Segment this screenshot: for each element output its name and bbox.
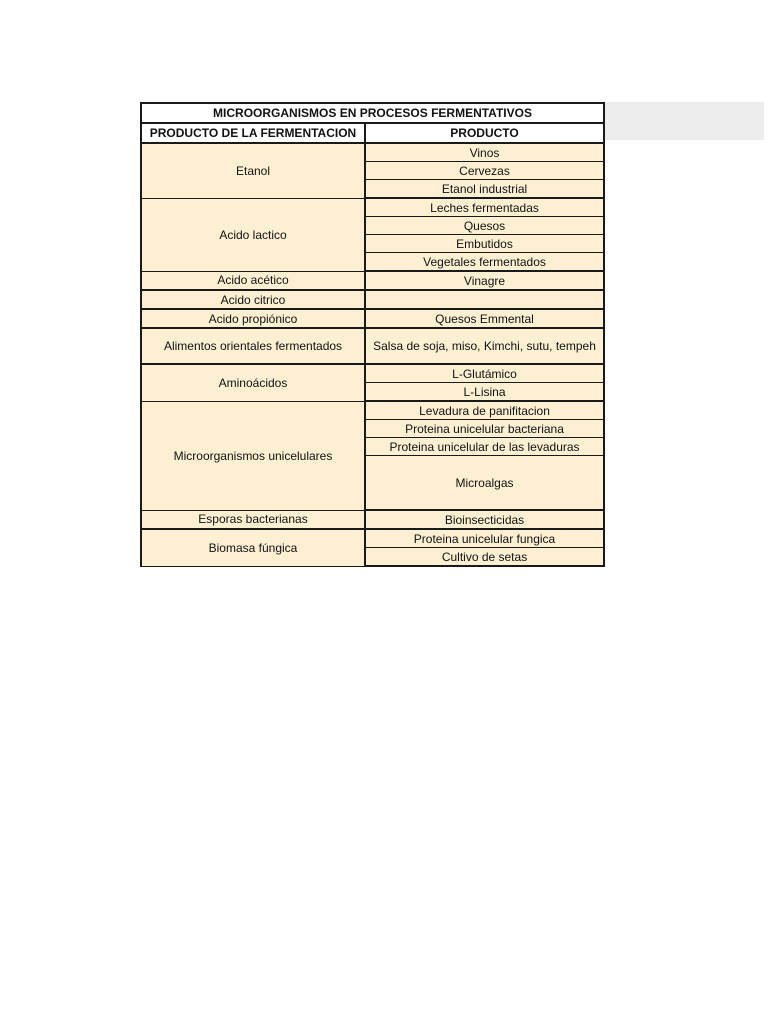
table-row — [141, 401, 604, 420]
group-cell[interactable]: Etanol — [141, 143, 365, 198]
group-cell[interactable]: Acido lactico — [141, 198, 365, 271]
table-row — [141, 529, 604, 548]
group-cell[interactable]: Acido acético — [141, 271, 365, 290]
product-cell[interactable]: Proteina unicelular bacteriana — [365, 420, 604, 438]
table-title[interactable]: MICROORGANISMOS EN PROCESOS FERMENTATIVOS — [141, 103, 604, 123]
product-cell[interactable]: Quesos Emmental — [365, 309, 604, 328]
group-cell[interactable]: Aminoácidos — [141, 364, 365, 401]
product-cell[interactable]: Microalgas — [365, 456, 604, 511]
fermentation-table — [140, 102, 605, 567]
table-row — [141, 309, 604, 328]
product-cell[interactable]: Cervezas — [365, 162, 604, 180]
product-cell[interactable]: Cultivo de setas — [365, 548, 604, 567]
product-cell[interactable]: Vinagre — [365, 271, 604, 290]
selected-cells-band — [604, 102, 764, 140]
group-cell[interactable]: Biomasa fúngica — [141, 529, 365, 566]
product-cell[interactable]: L-Glutámico — [365, 364, 604, 383]
product-cell[interactable]: Vegetales fermentados — [365, 253, 604, 272]
product-cell[interactable]: Bioinsecticidas — [365, 510, 604, 529]
product-cell[interactable]: Salsa de soja, miso, Kimchi, sutu, tempeh — [365, 328, 604, 364]
group-cell[interactable]: Alimentos orientales fermentados — [141, 328, 365, 364]
table-row — [141, 510, 604, 529]
header-product[interactable]: PRODUCTO — [365, 123, 604, 143]
table-row — [141, 328, 604, 364]
table-row — [141, 198, 604, 217]
table-row — [141, 290, 604, 309]
product-cell[interactable]: Vinos — [365, 143, 604, 162]
group-cell[interactable]: Esporas bacterianas — [141, 510, 365, 529]
product-cell[interactable]: Proteina unicelular fungica — [365, 529, 604, 548]
group-cell[interactable]: Acido citrico — [141, 290, 365, 309]
product-cell[interactable]: Levadura de panifitacion — [365, 401, 604, 420]
product-cell[interactable]: L-Lisina — [365, 383, 604, 402]
product-cell[interactable] — [365, 290, 604, 309]
product-cell[interactable]: Quesos — [365, 217, 604, 235]
product-cell[interactable]: Proteina unicelular de las levaduras — [365, 438, 604, 456]
product-cell[interactable]: Leches fermentadas — [365, 198, 604, 217]
header-fermentation-product[interactable]: PRODUCTO DE LA FERMENTACION — [141, 123, 365, 143]
table-row — [141, 271, 604, 290]
product-cell[interactable]: Embutidos — [365, 235, 604, 253]
group-cell[interactable]: Microorganismos unicelulares — [141, 401, 365, 510]
group-cell[interactable]: Acido propiónico — [141, 309, 365, 328]
table-row — [141, 143, 604, 162]
product-cell[interactable]: Etanol industrial — [365, 180, 604, 199]
table-row — [141, 364, 604, 383]
